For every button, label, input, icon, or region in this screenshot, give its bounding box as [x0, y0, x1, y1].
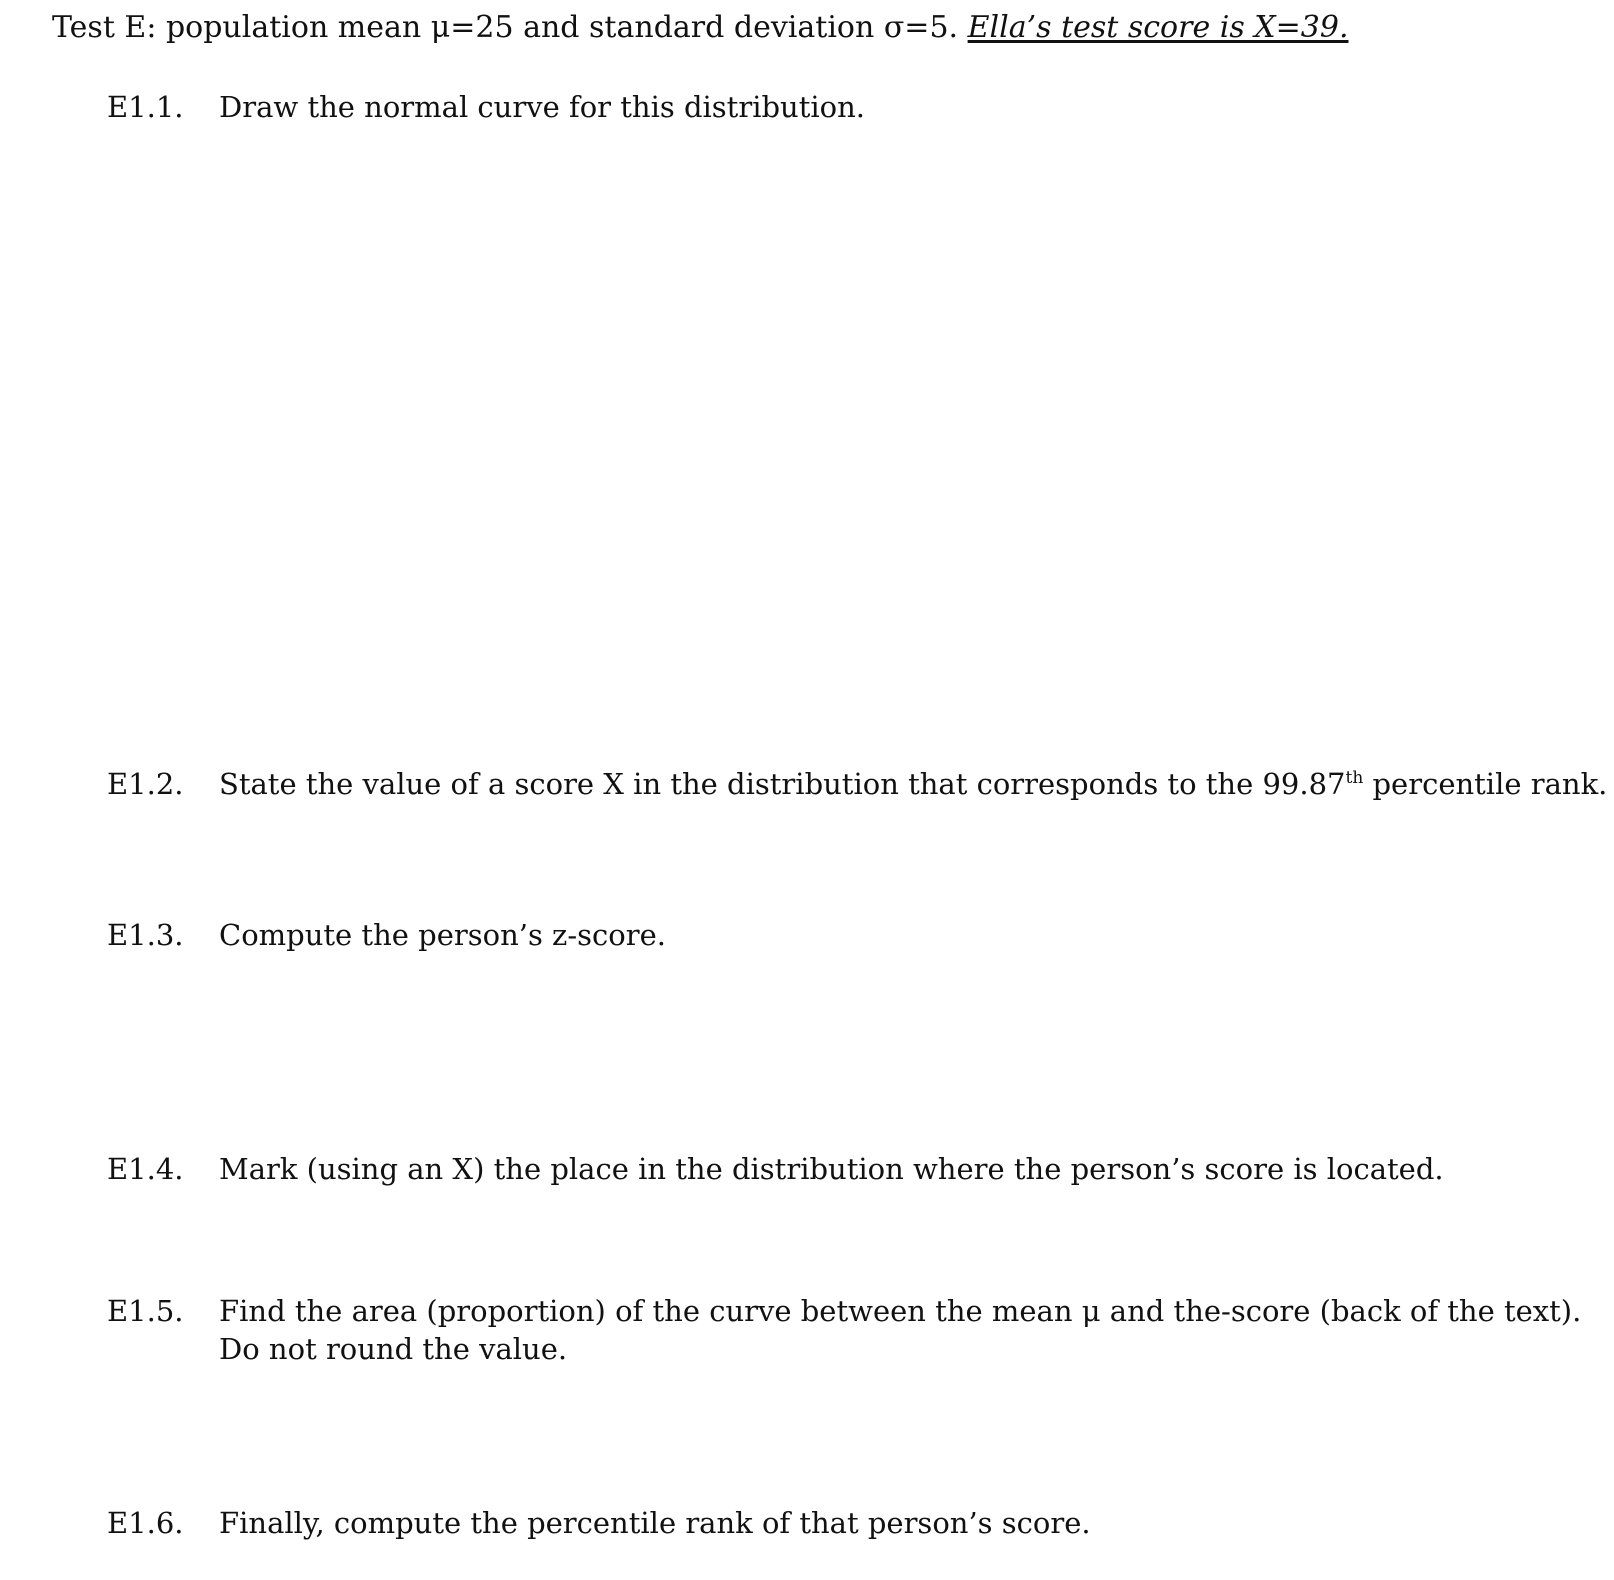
question-text: Compute the person’s z-score.: [219, 918, 666, 952]
question-text: Finally, compute the percentile rank of that person’s score.: [219, 1506, 1091, 1540]
ordinal-suffix: th: [1345, 768, 1364, 788]
question-text-main: State the value of a score X in the distribution that corresponds to the 99.87: [219, 767, 1346, 801]
question-number: E1.1.: [107, 90, 184, 124]
header-emphasis: Ella’s test score is X=39.: [967, 10, 1349, 45]
header-text: Test E: population mean μ=25 and standard deviation σ=5.: [52, 10, 959, 45]
question-number: E1.6.: [107, 1506, 184, 1540]
question-text: [219, 765, 1607, 803]
question-text: Find the area (proportion) of the curve between the mean μ and the-score (back of the text).: [219, 1294, 1582, 1328]
question-text-line2: Do not round the value.: [219, 1332, 568, 1366]
test-header: [52, 8, 1348, 48]
question-text: Draw the normal curve for this distribution.: [219, 90, 866, 124]
question-number: E1.5.: [107, 1294, 184, 1328]
question-number: E1.3.: [107, 918, 184, 952]
question-number: E1.4.: [107, 1152, 184, 1186]
question-number: E1.2.: [107, 767, 184, 801]
question-text-end: percentile rank.: [1363, 767, 1608, 801]
question-text: Mark (using an X) the place in the distribution where the person’s score is located.: [219, 1152, 1444, 1186]
